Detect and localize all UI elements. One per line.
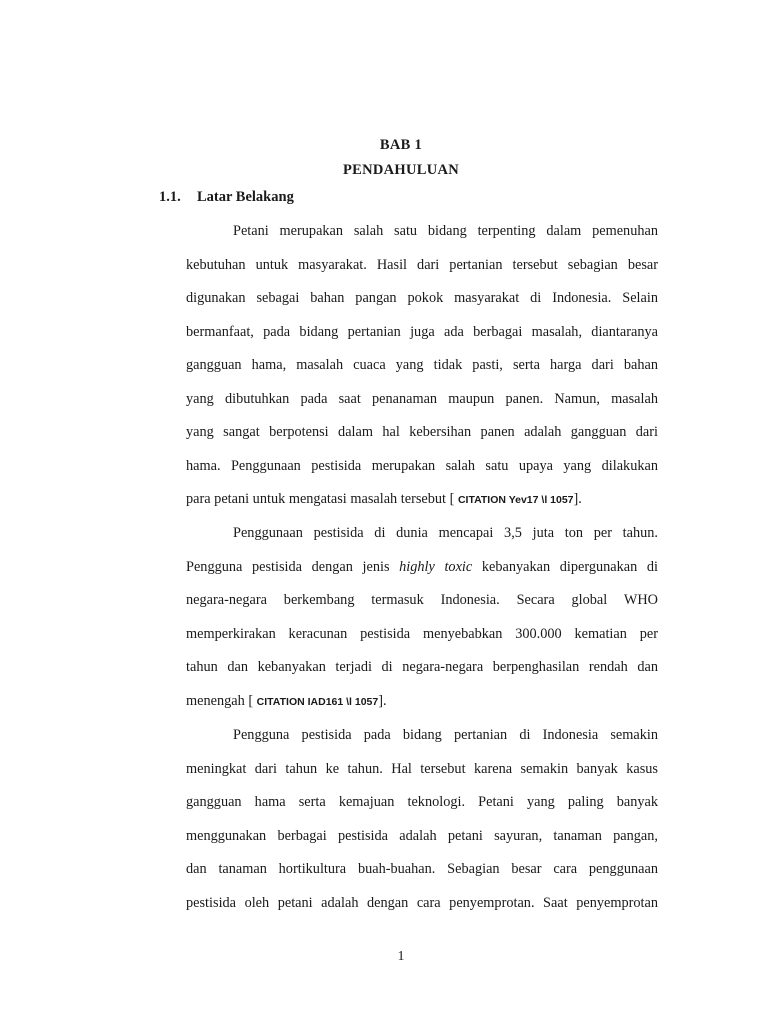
section-title: Latar Belakang — [197, 189, 294, 205]
line-text: ]. — [573, 491, 582, 507]
italic-term: highly toxic — [399, 558, 473, 575]
paragraph-line: pestisida oleh petani adalah dengan cara penyemprotan. Saat penyemprotan — [186, 894, 658, 911]
paragraph-3 — [186, 725, 658, 926]
section-heading — [159, 189, 294, 206]
paragraph-line: kebutuhan untuk masyarakat. Hasil dari pertanian tersebut sebagian besar — [186, 256, 658, 273]
paragraph-line: gangguan hama, masalah cuaca yang tidak pasti, serta harga dari bahan — [186, 357, 658, 373]
paragraph-line: gangguan hama serta kemajuan teknologi. Petani yang paling banyak — [186, 794, 658, 810]
line-text: kebanyakan dipergunakan di — [481, 558, 659, 575]
paragraph-line: tahun dan kebanyakan terjadi di negara-negara berpenghasilan rendah dan — [186, 659, 658, 675]
paragraph-line — [186, 489, 658, 523]
paragraph-line: memperkirakan keracunan pestisida menyebabkan 300.000 kematian per — [186, 625, 658, 642]
paragraph-line: negara-negara berkembang termasuk Indonesia. Secara global WHO — [186, 592, 658, 608]
line-text: Pengguna pestisida dengan jenis — [186, 558, 390, 575]
paragraph-2 — [186, 523, 658, 724]
paragraph-line: Petani merupakan salah satu bidang terpenting dalam pemenuhan — [233, 223, 658, 239]
line-text: para petani untuk mengatasi masalah tersebut [ — [186, 491, 455, 507]
paragraph-line — [186, 557, 658, 591]
paragraph-line: Pengguna pestisida pada bidang pertanian di Indonesia semakin — [233, 727, 658, 743]
citation-field: CITATION Yev17 \l 1057 — [457, 494, 574, 506]
paragraph-line: bermanfaat, pada bidang pertanian juga ada berbagai masalah, diantaranya — [186, 323, 658, 340]
paragraph-line — [186, 691, 658, 725]
line-text: ]. — [378, 692, 387, 709]
paragraph-1 — [186, 221, 658, 523]
paragraph-line: yang dibutuhkan pada saat penanaman maupun panen. Namun, masalah — [186, 390, 658, 407]
section-number: 1.1. — [159, 189, 181, 205]
chapter-heading: BAB 1 — [379, 137, 423, 153]
paragraph-line: yang sangat berpotensi dalam hal kebersihan panen adalah gangguan dari — [186, 424, 658, 440]
paragraph-line: hama. Penggunaan pestisida merupakan salah satu upaya yang dilakukan — [186, 457, 658, 474]
citation-field: CITATION IAD161 \l 1057 — [256, 695, 379, 708]
paragraph-line: dan tanaman hortikultura buah-buahan. Sebagian besar cara penggunaan — [186, 861, 658, 877]
page-number: 1 — [397, 949, 405, 964]
paragraph-line: menggunakan berbagai pestisida adalah petani sayuran, tanaman pangan, — [186, 827, 658, 844]
paragraph-line: digunakan sebagai bahan pangan pokok masyarakat di Indonesia. Selain — [186, 290, 658, 306]
paragraph-line: Penggunaan pestisida di dunia mencapai 3,5 juta ton per tahun. — [233, 525, 658, 541]
line-text: menengah [ — [186, 692, 254, 709]
chapter-title: PENDAHULUAN — [342, 162, 460, 178]
paragraph-line: meningkat dari tahun ke tahun. Hal tersebut karena semakin banyak kasus — [186, 760, 658, 777]
